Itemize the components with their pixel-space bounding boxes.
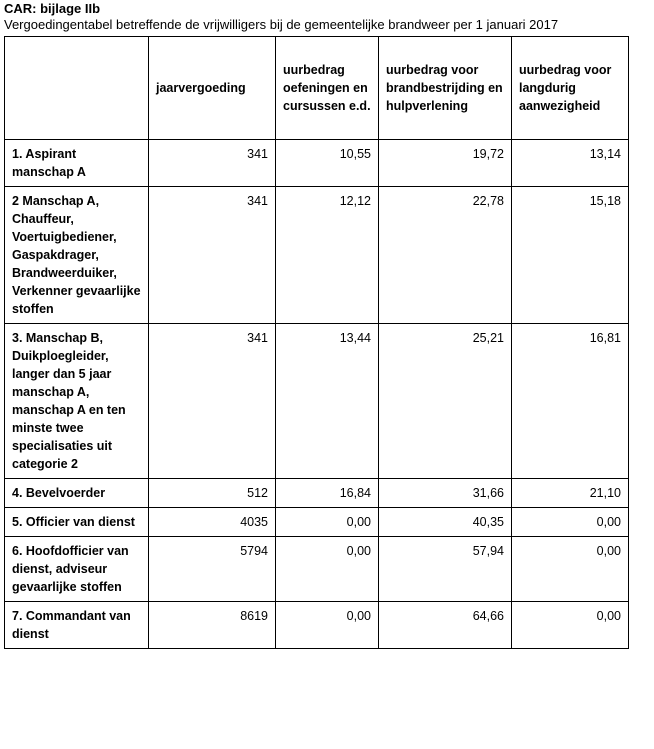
table-row: [5, 324, 629, 479]
cell-langdurig: 15,18: [512, 187, 629, 324]
table-row: [5, 479, 629, 508]
header-cell-oefeningen: uurbedrag oefeningen en cursussen e.d.: [276, 37, 379, 140]
cell-oefeningen: 0,00: [276, 602, 379, 649]
header-cell-langdurig: uurbedrag voor langdurig aanwezigheid: [512, 37, 629, 140]
header-cell-empty: [5, 37, 149, 140]
cell-brandbestrijding: 57,94: [379, 537, 512, 602]
cell-brandbestrijding: 64,66: [379, 602, 512, 649]
row-label: 6. Hoofdofficier van dienst, adviseur gevaarlijke stoffen: [5, 537, 149, 602]
row-label: 5. Officier van dienst: [5, 508, 149, 537]
row-label: 7. Commandant van dienst: [5, 602, 149, 649]
table-row: [5, 508, 629, 537]
table-row: [5, 187, 629, 324]
cell-oefeningen: 0,00: [276, 537, 379, 602]
cell-oefeningen: 10,55: [276, 140, 379, 187]
row-label: 1. Aspirant manschap A: [5, 140, 149, 187]
cell-brandbestrijding: 25,21: [379, 324, 512, 479]
cell-brandbestrijding: 22,78: [379, 187, 512, 324]
cell-langdurig: 13,14: [512, 140, 629, 187]
cell-jaarvergoeding: 341: [149, 324, 276, 479]
cell-langdurig: 0,00: [512, 537, 629, 602]
compensation-table: [4, 36, 629, 649]
cell-jaarvergoeding: 341: [149, 187, 276, 324]
table-header-row: [5, 37, 629, 140]
cell-oefeningen: 16,84: [276, 479, 379, 508]
cell-jaarvergoeding: 8619: [149, 602, 276, 649]
header-cell-jaarvergoeding: jaarvergoeding: [149, 37, 276, 140]
row-label: 3. Manschap B, Duikploegleider, langer dan 5 jaar manschap A, manschap A en ten minste twee specialisaties uit categorie 2: [5, 324, 149, 479]
cell-brandbestrijding: 40,35: [379, 508, 512, 537]
cell-jaarvergoeding: 5794: [149, 537, 276, 602]
row-label: 2 Manschap A, Chauffeur, Voertuigbediener, Gaspakdrager, Brandweerduiker, Verkenner gevaarlijke stoffen: [5, 187, 149, 324]
cell-oefeningen: 0,00: [276, 508, 379, 537]
cell-jaarvergoeding: 512: [149, 479, 276, 508]
cell-brandbestrijding: 19,72: [379, 140, 512, 187]
page-title: CAR: bijlage IIb: [4, 1, 101, 16]
row-label: 4. Bevelvoerder: [5, 479, 149, 508]
table-row: [5, 602, 629, 649]
cell-oefeningen: 12,12: [276, 187, 379, 324]
header-cell-brandbestrijding: uurbedrag voor brandbestrijding en hulpverlening: [379, 37, 512, 140]
cell-langdurig: 21,10: [512, 479, 629, 508]
cell-jaarvergoeding: 341: [149, 140, 276, 187]
table-row: [5, 537, 629, 602]
cell-langdurig: 16,81: [512, 324, 629, 479]
cell-jaarvergoeding: 4035: [149, 508, 276, 537]
cell-langdurig: 0,00: [512, 508, 629, 537]
cell-brandbestrijding: 31,66: [379, 479, 512, 508]
table-caption: Vergoedingentabel betreffende de vrijwilligers bij de gemeentelijke brandweer per 1 januari 2017: [4, 17, 559, 32]
cell-oefeningen: 13,44: [276, 324, 379, 479]
table-row: [5, 140, 629, 187]
cell-langdurig: 0,00: [512, 602, 629, 649]
